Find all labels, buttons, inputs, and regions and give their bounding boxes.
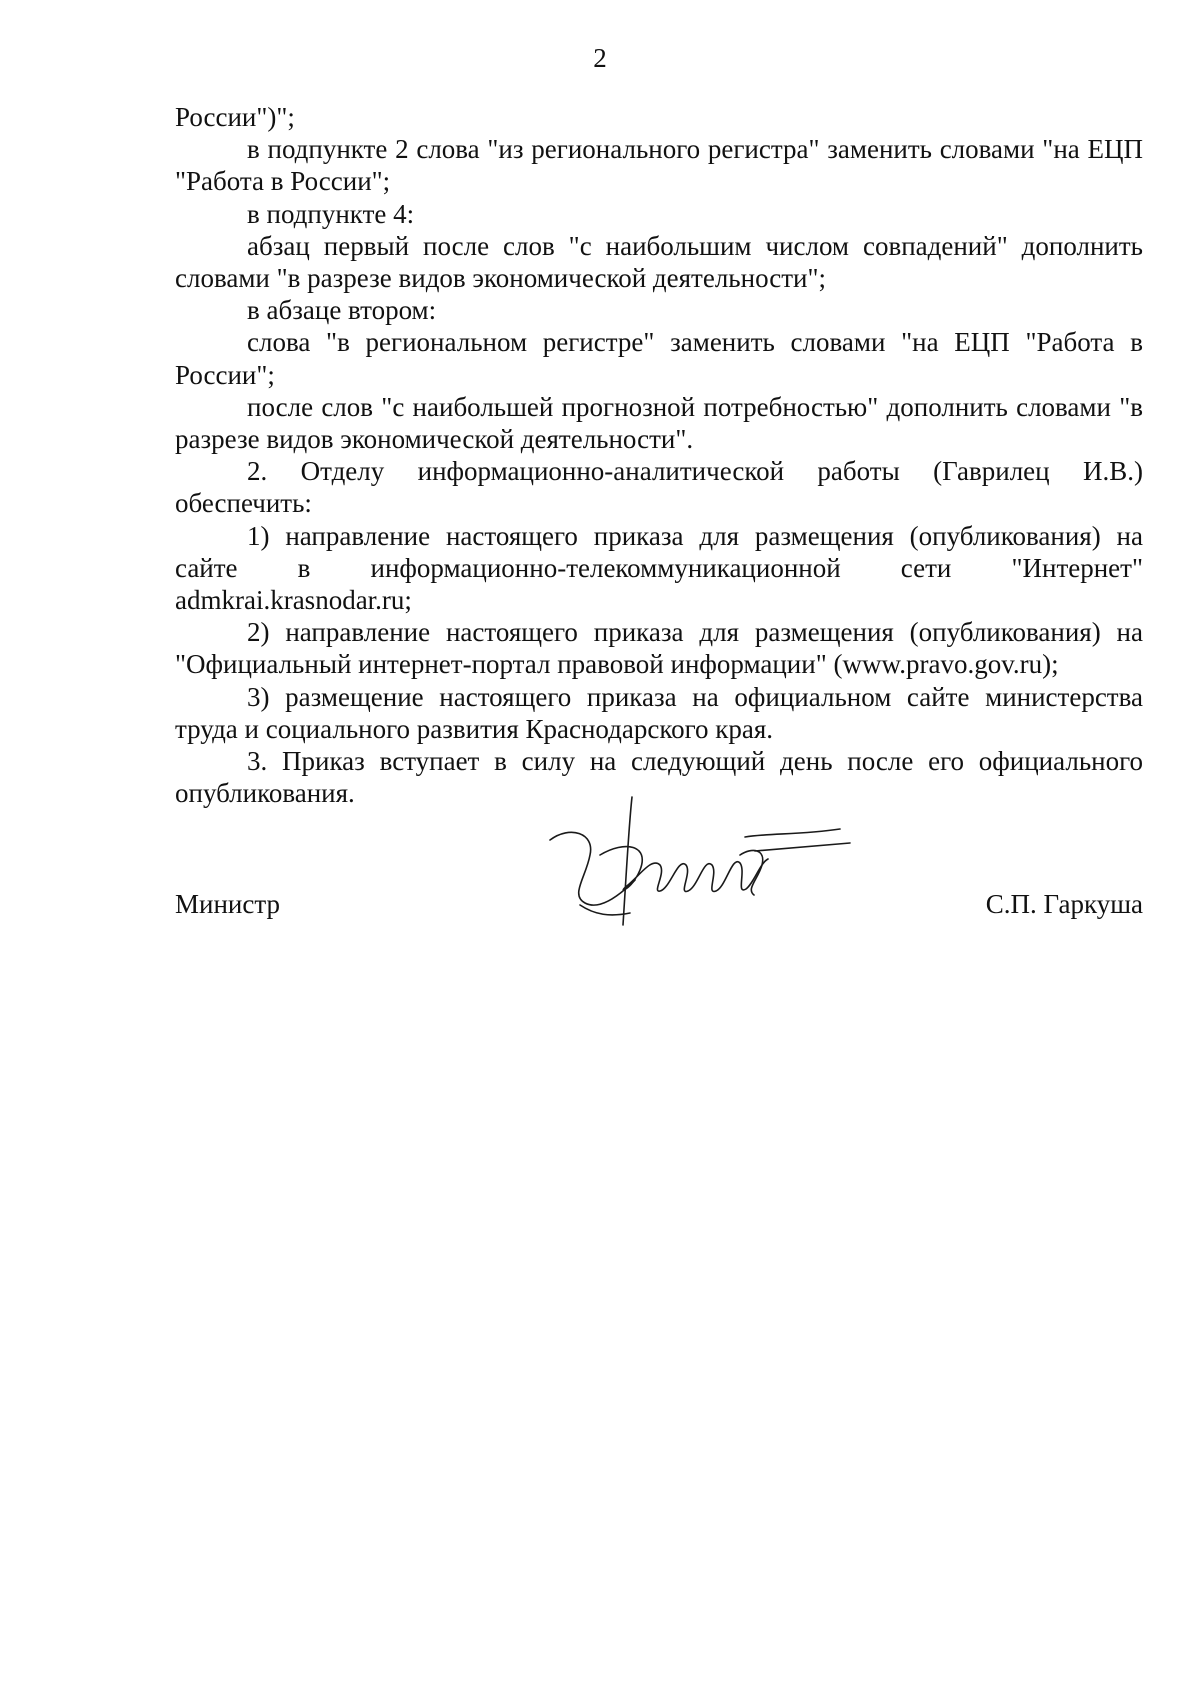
paragraph-item-2-2: 2) направление настоящего приказа для размещения (опубликования) на "Официальный интернет-портал правовой информации" (www.pravo.gov.ru); [175, 617, 1143, 680]
paragraph-words-replace: слова "в региональном регистре" заменить словами "на ЕЦП "Работа в России"; [175, 327, 1143, 390]
paragraph-continuation: России")"; [175, 102, 295, 132]
paragraph-subitem-2: в подпункте 2 слова "из регионального регистра" заменить словами "на ЕЦП "Работа в России"; [175, 134, 1143, 197]
paragraph-item-2-1: 1) направление настоящего приказа для размещения (опубликования) на сайте в информационно-телекоммуникационной сети "Интернет" admkrai.krasnodar.ru; [175, 520, 1143, 616]
signatory-title: Министр [175, 889, 280, 919]
paragraph-item-2: 2. Отделу информационно-аналитической работы (Гаврилец И.В.) обеспечить: [175, 456, 1143, 519]
paragraph-item-3: 3. Приказ вступает в силу на следующий день после его официального опубликования. [175, 746, 1143, 809]
paragraph-second-abzac: в абзаце втором: [247, 295, 437, 326]
paragraph-after-words: после слов "с наибольшей прогнозной потребностью" дополнить словами "в разрезе видов экономической деятельности". [175, 391, 1143, 455]
signature-block [175, 888, 1143, 928]
document-body [175, 101, 1143, 809]
paragraph-subitem-4: в подпункте 4: [247, 198, 415, 229]
signatory-name: С.П. Гаркуша [985, 889, 1143, 919]
paragraph-item-2-3: 3) размещение настоящего приказа на официальном сайте министерства труда и социального развития Краснодарского края. [175, 681, 1143, 744]
page-number: 2 [593, 43, 607, 73]
paragraph-first-abzac: абзац первый после слов "с наибольшим числом совпадений" дополнить словами "в разрезе видов экономической деятельности"; [175, 230, 1143, 294]
